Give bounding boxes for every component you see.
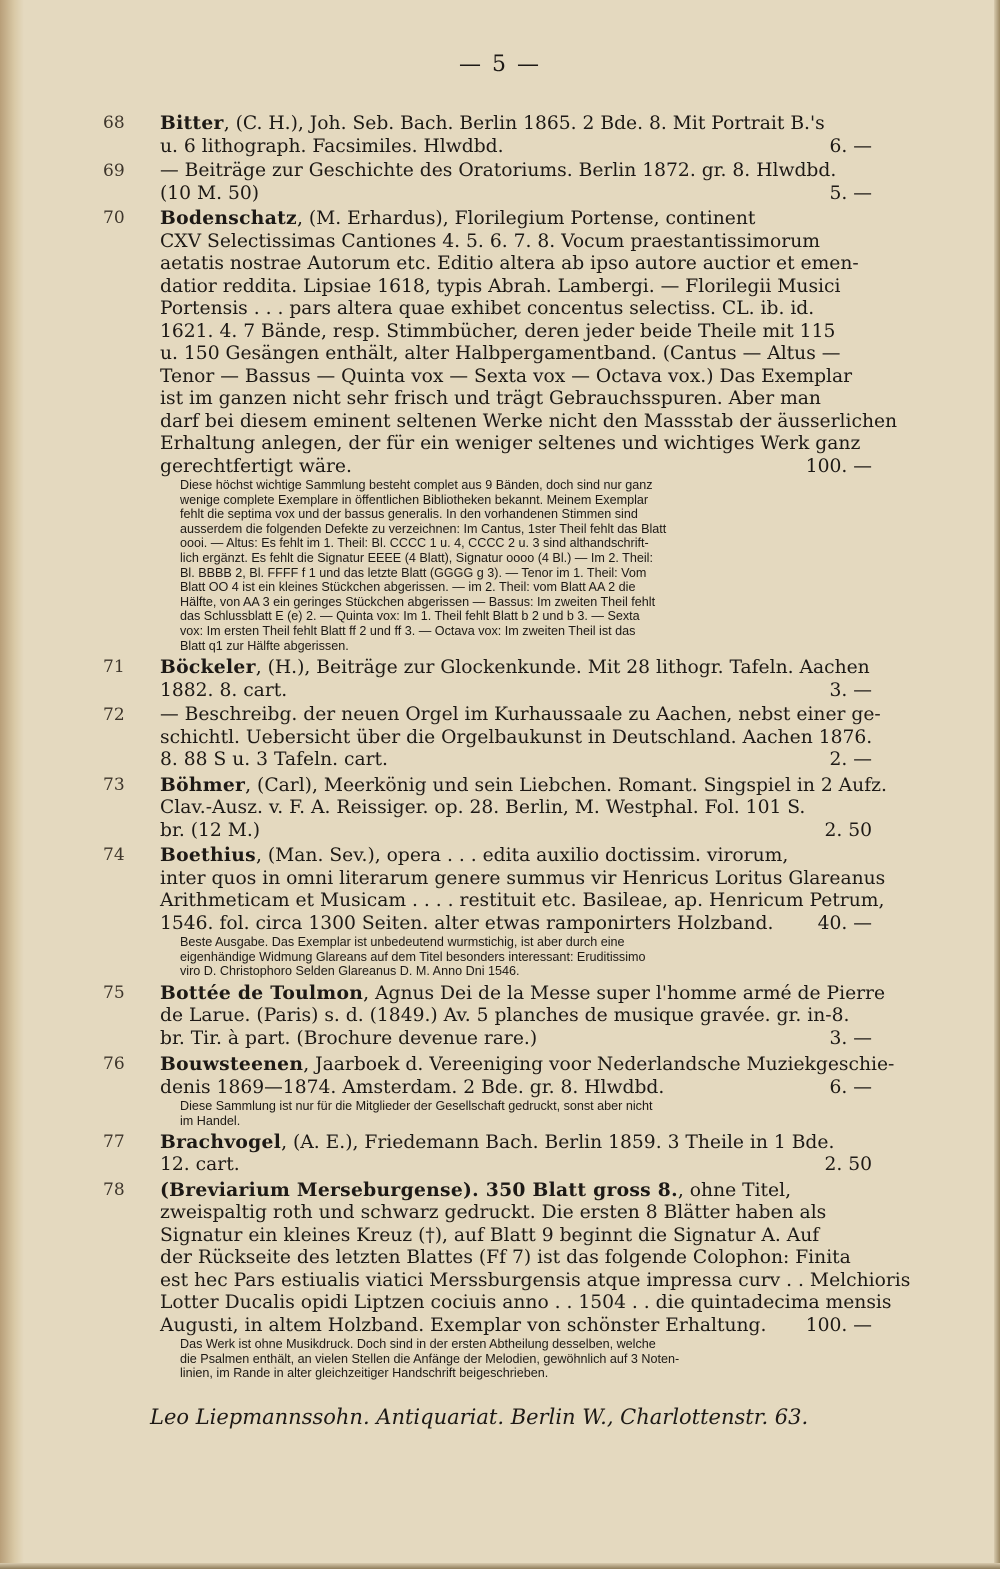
entry-number: 72 [103, 705, 125, 726]
entry-number: 76 [103, 1054, 125, 1075]
entry-text: ist im ganzen nicht sehr frisch und trägt Gebrauchsspuren. Aber man [160, 388, 821, 409]
catalog-entry [0, 704, 1000, 772]
entry-number: 70 [103, 208, 125, 228]
entry-title-line [160, 112, 872, 136]
note-line: das Schlussblatt E (e) 2. — Quinta vox: Im 1. Theil fehlt Blatt b 2 und b 3. — Sexta [180, 609, 640, 624]
entry-text: darf bei diesem eminent seltenen Werke nicht den Massstab der äusserlichen [160, 410, 898, 432]
entry-text-line [160, 680, 872, 703]
note-line: Blatt OO 4 ist ein kleines Stückchen abgerissen. — im 2. Theil: vom Blatt AA 2 die [180, 580, 636, 595]
catalog-entry [0, 982, 1000, 1051]
entry-text: zweispaltig roth und schwarz gedruckt. Die ersten 8 Blätter haben als [160, 1202, 827, 1224]
note-line: die Psalmen enthält, an vielen Stellen die Anfänge der Melodien, gewöhnlich auf 3 Noten- [180, 1351, 680, 1366]
entry-title-line [160, 704, 881, 727]
entry-title-line [160, 844, 872, 868]
catalog-entry [0, 160, 1000, 205]
entry-title-line [160, 1131, 872, 1155]
entry-price: 2. 50 [824, 1154, 872, 1176]
entry-spacer [0, 1381, 1000, 1383]
entry-text: u. 6 lithograph. Facsimiles. Hlwdbd. [160, 135, 504, 157]
entry-text: de Larue. (Paris) s. d. (1849.) Av. 5 planches de musique gravée. gr. in-8. [160, 1005, 850, 1027]
entry-text: Clav.-Ausz. v. F. A. Reissiger. op. 28. Berlin, M. Westphal. Fol. 101 S. [160, 797, 806, 819]
entry-text: br. (12 M.) [160, 819, 261, 841]
entry-title-line [160, 160, 872, 183]
entry-author-name: Bottée de Toulmon [160, 981, 364, 1004]
note-line: Diese Sammlung ist nur für die Mitglieder der Gesellschaft gedruckt, sonst aber nicht [180, 1099, 653, 1114]
entry-text-line [160, 276, 872, 299]
entry-text-line [160, 456, 872, 479]
entry-text: 1546. fol. circa 1300 Seiten. alter etwas ramponirters Holzband. [160, 912, 774, 934]
note-line: Bl. BBBB 2, Bl. FFFF f 1 und das letzte Blatt (GGGG g 3). — Tenor im 1. Theil: Vom [180, 565, 647, 580]
note-line: Das Werk ist ohne Musikdruck. Doch sind in der ersten Abtheilung desselben, welche [180, 1337, 656, 1352]
entry-price: 100. — [805, 1314, 872, 1336]
entry-text: schichtl. Uebersicht über die Orgelbaukunst in Deutschland. Aachen 1876. [160, 726, 873, 748]
entry-text-line [160, 1225, 872, 1248]
entry-text: Boethius, (Man. Sev.), opera . . . edita auxilio doctissim. virorum, [160, 844, 789, 867]
entry-text-line [160, 1154, 872, 1177]
entry-note [0, 935, 1000, 979]
entry-text-line [160, 890, 885, 913]
entry-text: denis 1869—1874. Amsterdam. 2 Bde. gr. 8. Hlwdbd. [160, 1076, 665, 1098]
entry-text-line [160, 1202, 872, 1225]
entry-title-line [160, 773, 887, 798]
note-line: wenige complete Exemplare in öffentlichen Bibliotheken bekannt. Meinem Exemplar [180, 492, 649, 507]
catalog-entry [0, 774, 1000, 843]
note-line: oooi. — Altus: Es fehlt im 1. Theil: Bl. CCCC 1 u. 4, CCCC 2 u. 3 sind althandschrift- [180, 536, 649, 551]
entry-number: 77 [103, 1131, 125, 1152]
entry-text: Böhmer, (Carl), Meerkönig und sein Liebchen. Romant. Singspiel in 2 Aufz. [160, 773, 887, 796]
entry-title-line [160, 207, 872, 231]
catalog-entries [0, 112, 1000, 1383]
entry-text-line [160, 231, 872, 254]
entry-text-line [160, 433, 872, 456]
entry-text: Erhaltung anlegen, der für ein weniger seltenes und wichtiges Werk ganz [160, 433, 861, 454]
entry-number: 69 [103, 161, 125, 181]
entry-number: 74 [103, 845, 125, 866]
catalog-entry [0, 1053, 1000, 1099]
entry-text: Bottée de Toulmon, Agnus Dei de la Messe super l'homme armé de Pierre [160, 981, 886, 1004]
entry-text-line [160, 388, 872, 411]
entry-text-line [160, 913, 872, 936]
entry-number: 75 [103, 982, 125, 1003]
entry-author-name: Böhmer [160, 773, 246, 796]
entry-text-line [160, 797, 872, 820]
entry-text-line [160, 727, 872, 750]
note-line: ausserdem die folgenden Defekte zu verzeichnen: Im Cantus, 1ster Theil fehlt das Blatt [180, 521, 667, 536]
page-number: — 5 — [459, 52, 541, 77]
catalog-entry [0, 1131, 1000, 1177]
note-line: Blatt q1 zur Hälfte abgerissen. [180, 638, 349, 653]
entry-text: der Rückseite des letzten Blattes (Ff 7) ist das folgende Colophon: Finita [160, 1247, 851, 1269]
entry-text: est hec Pars estiualis viatici Merssburgensis atque impressa curv . . Melchioris [160, 1269, 911, 1291]
entry-text: (10 M. 50) [160, 182, 260, 204]
note-line: Diese höchst wichtige Sammlung besteht complet aus 9 Bänden, doch sind nur ganz [180, 478, 653, 492]
note-line: eigenhändige Widmung Glareans auf dem Titel besonders interessant: Eruditissimo [180, 949, 646, 964]
catalog-entry [0, 656, 1000, 702]
entry-note [0, 478, 1000, 653]
entry-text-line [160, 867, 886, 891]
entry-text: Bouwsteenen, Jaarboek d. Vereeniging voor Nederlandsche Muziekgeschie- [160, 1053, 895, 1076]
entry-price: 100. — [805, 455, 872, 477]
entry-text: Böckeler, (H.), Beiträge zur Glockenkunde. Mit 28 lithogr. Tafeln. Aachen [160, 656, 870, 679]
note-line: lich ergänzt. Es fehlt die Signatur EEEE (4 Blatt), Signatur oooo (4 Bl.) — Im 2. Theil: [180, 550, 653, 565]
entry-text: Signatur ein kleines Kreuz (†), auf Blatt 9 beginnt die Signatur A. Auf [160, 1224, 820, 1246]
entry-text: Arithmeticam et Musicam . . . . restituit etc. Basileae, ap. Henricum Petrum, [160, 890, 885, 912]
entry-title-line [160, 1179, 872, 1203]
entry-text-line [160, 820, 872, 843]
entry-text-line [160, 1292, 892, 1315]
entry-text: aetatis nostrae Autorum etc. Editio altera ab ipso autore auctior et emen- [160, 253, 859, 274]
note-line: linien, im Rande in alter gleichzeitiger Handschrift beigeschrieben. [180, 1366, 549, 1381]
catalog-entry [0, 207, 1000, 478]
entry-author-name: Brachvogel [160, 1130, 282, 1153]
entry-number: 78 [103, 1179, 125, 1200]
entry-price: 3. — [829, 1027, 872, 1049]
entry-title-line [160, 1053, 895, 1077]
entry-text: — Beiträge zur Geschichte des Oratoriums. Berlin 1872. gr. 8. Hlwdbd. [160, 160, 837, 181]
entry-author-name: Böckeler [160, 656, 256, 679]
entry-price: 6. — [829, 135, 872, 157]
entry-text: br. Tir. à part. (Brochure devenue rare.) [160, 1027, 538, 1049]
entry-text: 12. cart. [160, 1154, 240, 1176]
entry-text-line [160, 253, 872, 276]
entry-note [0, 1337, 1000, 1381]
entry-note [0, 1099, 1000, 1128]
entry-author-name: (Breviarium Merseburgense). 350 Blatt gross 8. [160, 1178, 678, 1201]
entry-text: (Breviarium Merseburgense). 350 Blatt gross 8., ohne Titel, [160, 1178, 792, 1201]
catalog-entry [0, 844, 1000, 935]
entry-number: 71 [103, 657, 125, 678]
entry-price: 3. — [829, 679, 872, 701]
note-line: vox: Im ersten Theil fehlt Blatt ff 2 und ff 3. — Octava vox: Im zweiten Theil ist das [180, 623, 636, 638]
entry-author-name: Bitter [160, 112, 224, 134]
publisher-footer: Leo Liepmannssohn. Antiquariat. Berlin W., Charlottenstr. 63. [150, 1405, 809, 1429]
entry-price: 6. — [829, 1076, 872, 1098]
entry-text: Bitter, (C. H.), Joh. Seb. Bach. Berlin 1865. 2 Bde. 8. Mit Portrait B.'s [160, 112, 825, 134]
entry-text-line [160, 1247, 872, 1270]
page-bottom-edge [0, 1563, 1000, 1569]
note-line: im Handel. [180, 1114, 241, 1128]
entry-text: — Beschreibg. der neuen Orgel im Kurhaussaale zu Aachen, nebst einer ge- [160, 704, 881, 726]
entry-text: datior reddita. Lipsiae 1618, typis Abrah. Lambergi. — Florilegii Musici [160, 275, 841, 297]
entry-text: 8. 88 S u. 3 Tafeln. cart. [160, 749, 388, 771]
entry-text-line [160, 1077, 872, 1100]
catalog-entry [0, 1179, 1000, 1338]
note-line: Beste Ausgabe. Das Exemplar ist unbedeutend wurmstichig, ist aber durch eine [180, 935, 625, 950]
entry-title-line [160, 981, 886, 1006]
entry-text-line [160, 321, 872, 344]
entry-text-line [160, 749, 872, 772]
entry-text: Tenor — Bassus — Quinta vox — Sexta vox — Octava vox.) Das Exemplar [160, 365, 853, 387]
entry-text: gerechtfertigt wäre. [160, 455, 352, 477]
entry-text-line [160, 366, 872, 389]
entry-text: Lotter Ducalis opidi Liptzen cociuis anno . . 1504 . . die quintadecima mensis [160, 1292, 892, 1314]
entry-author-name: Boethius [160, 844, 256, 867]
entry-text: CXV Selectissimas Cantiones 4. 5. 6. 7. 8. Vocum praestantissimorum [160, 230, 820, 252]
note-line: Hälfte, von AA 3 ein geringes Stückchen abgerissen — Bassus: Im zweiten Theil fehlt [180, 594, 656, 609]
entry-price: 5. — [829, 182, 872, 204]
entry-title-line [160, 656, 872, 680]
entry-text-line [160, 410, 898, 434]
entry-text: Bodenschatz, (M. Erhardus), Florilegium Portense, continent [160, 207, 756, 229]
entry-text: Portensis . . . pars altera quae exhibet concentus selectiss. CL. ib. id. [160, 298, 815, 319]
entry-text: Brachvogel, (A. E.), Friedemann Bach. Berlin 1859. 3 Theile in 1 Bde. [160, 1130, 835, 1153]
entry-text-line [160, 343, 872, 366]
entry-author-name: Bouwsteenen [160, 1053, 304, 1076]
entry-text: u. 150 Gesängen enthält, alter Halbpergamentband. (Cantus — Altus — [160, 343, 841, 364]
entry-text: 1882. 8. cart. [160, 679, 288, 701]
entry-text: 1621. 4. 7 Bände, resp. Stimmbücher, deren jeder beide Theile mit 115 [160, 320, 836, 342]
entry-text-line [160, 1269, 911, 1293]
entry-price: 2. — [829, 749, 872, 771]
entry-text-line [160, 1315, 872, 1338]
entry-text-line [160, 298, 872, 321]
entry-text: Augusti, in altem Holzband. Exemplar von schönster Erhaltung. [160, 1314, 767, 1336]
entry-text-line [160, 183, 872, 206]
entry-text-line [160, 1028, 872, 1051]
entry-number: 73 [103, 774, 125, 795]
entry-price: 2. 50 [824, 819, 872, 841]
note-line: viro D. Christophoro Selden Glareanus D. M. Anno Dni 1546. [180, 964, 520, 979]
entry-text: inter quos in omni literarum genere summus vir Henricus Loritus Glareanus [160, 867, 886, 889]
entry-number: 68 [103, 113, 125, 133]
catalog-entry [0, 112, 1000, 158]
entry-text-line [160, 1005, 872, 1028]
entry-author-name: Bodenschatz [160, 207, 297, 229]
note-line: fehlt die septima vox und der bassus generalis. In den vorhandenen Stimmen sind [180, 507, 638, 522]
entry-price: 40. — [817, 912, 872, 934]
entry-text-line [160, 136, 872, 159]
